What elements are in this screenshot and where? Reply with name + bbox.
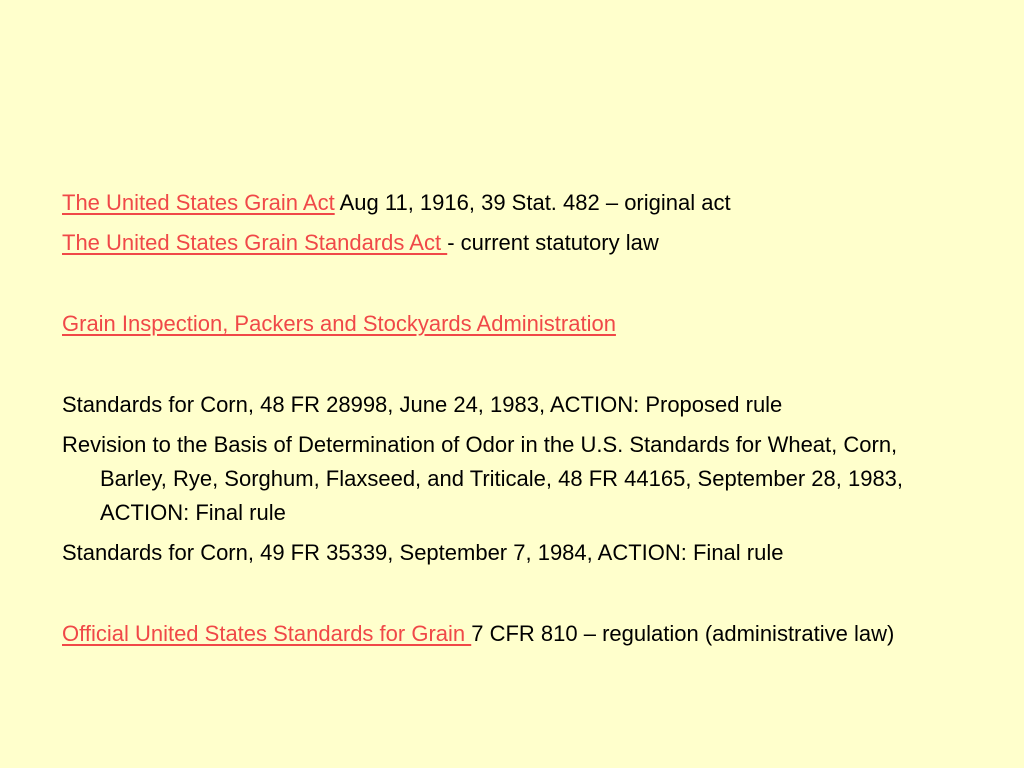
grain-standards-act-entry [62,226,962,260]
grain-act-description: Aug 11, 1916, 39 Stat. 482 – original act [334,190,731,215]
spacer [62,347,962,388]
grain-act-link[interactable]: The United States Grain Act [62,190,335,215]
grain-standards-act-link[interactable]: The United States Grain Standards Act [62,230,448,255]
corn-1984-entry: Standards for Corn, 49 FR 35339, September 7, 1984, ACTION: Final rule [62,540,784,565]
official-standards-link[interactable]: Official United States Standards for Grain [62,621,472,646]
gipsa-link[interactable]: Grain Inspection, Packers and Stockyards Administration [62,311,616,336]
official-standards-entry [62,617,962,651]
grain-act-entry [62,186,962,220]
spacer [62,576,962,617]
official-standards-description: 7 CFR 810 – regulation (administrative law) [471,621,895,646]
corn-1983-entry: Standards for Corn, 48 FR 28998, June 24, 1983, ACTION: Proposed rule [62,392,783,417]
grain-standards-act-description: - current statutory law [447,230,659,255]
odor-revision-entry: Revision to the Basis of Determination of Odor in the U.S. Standards for Wheat, Corn, Barley, Rye, Sorghum, Flaxseed, and Triticale, 48 FR 44165, September 28, 1983, ACTION: Final rule [62,432,904,525]
slide-content [62,186,962,657]
gipsa-entry [62,307,962,341]
spacer [62,266,962,307]
